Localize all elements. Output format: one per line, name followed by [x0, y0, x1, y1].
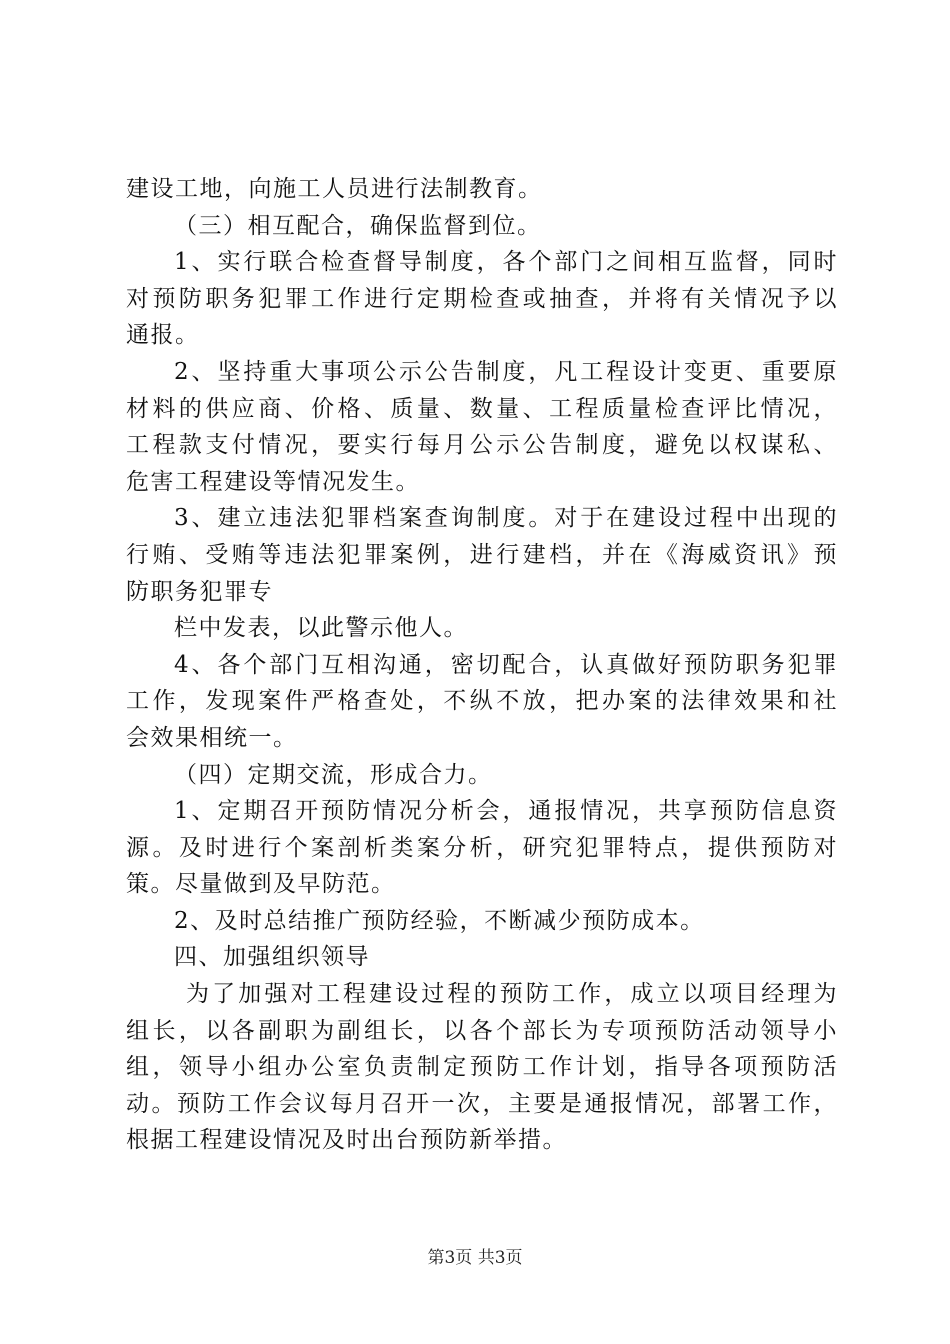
- paragraph-line: 4、各个部门互相沟通，密切配合，认真做好预防职务犯罪: [174, 651, 838, 678]
- paragraph-line: 2、及时总结推广预防经验，不断减少预防成本。: [174, 907, 705, 934]
- paragraph-line: 策。尽量做到及早防范。: [126, 871, 396, 898]
- document-body: [126, 171, 838, 1159]
- paragraph-line: 组，领导小组办公室负责制定预防工作计划，指导各项预防活: [126, 1054, 838, 1081]
- paragraph-line: 危害工程建设等情况发生。: [126, 468, 420, 495]
- paragraph-line: 对预防职务犯罪工作进行定期检查或抽查，并将有关情况予以: [126, 285, 838, 312]
- paragraph-line: 1、实行联合检查督导制度，各个部门之间相互监督，同时: [174, 249, 838, 276]
- paragraph-line: 动。预防工作会议每月召开一次，主要是通报情况，部署工作，: [126, 1090, 838, 1117]
- paragraph-line: 工作，发现案件严格查处，不纵不放，把办案的法律效果和社: [126, 688, 838, 715]
- paragraph-line: 材料的供应商、价格、质量、数量、工程质量检查评比情况，: [126, 395, 838, 422]
- paragraph-line: 行贿、受贿等违法犯罪案例，进行建档，并在《海威资讯》预: [126, 541, 838, 568]
- page-footer: 第3页 共3页: [427, 1248, 523, 1268]
- section-heading-main: 四、加强组织领导: [174, 944, 370, 971]
- section-heading-3: （三）相互配合，确保监督到位。: [174, 212, 542, 239]
- paragraph-line: 栏中发表，以此警示他人。: [174, 615, 468, 642]
- paragraph-line: 组长，以各副职为副组长，以各个部长为专项预防活动领导小: [126, 1017, 838, 1044]
- paragraph-line: 会效果相统一。: [126, 724, 298, 751]
- paragraph-line: 1、定期召开预防情况分析会，通报情况，共享预防信息资: [174, 798, 838, 825]
- paragraph-line: 2、坚持重大事项公示公告制度，凡工程设计变更、重要原: [174, 358, 838, 385]
- paragraph-line: 建设工地，向施工人员进行法制教育。: [126, 176, 543, 202]
- paragraph-line: 源。及时进行个案剖析类案分析，研究犯罪特点，提供预防对: [126, 834, 838, 861]
- paragraph-line: 为了加强对工程建设过程的预防工作，成立以项目经理为: [186, 981, 838, 1008]
- paragraph-line: 工程款支付情况，要实行每月公示公告制度，避免以权谋私、: [126, 432, 838, 459]
- paragraph-line: 防职务犯罪专: [126, 578, 273, 605]
- paragraph-line: 根据工程建设情况及时出台预防新举措。: [126, 1127, 567, 1154]
- paragraph-line: 通报。: [126, 322, 200, 349]
- section-heading-4: （四）定期交流，形成合力。: [174, 761, 493, 788]
- paragraph-line: 3、建立违法犯罪档案查询制度。对于在建设过程中出现的: [174, 505, 838, 532]
